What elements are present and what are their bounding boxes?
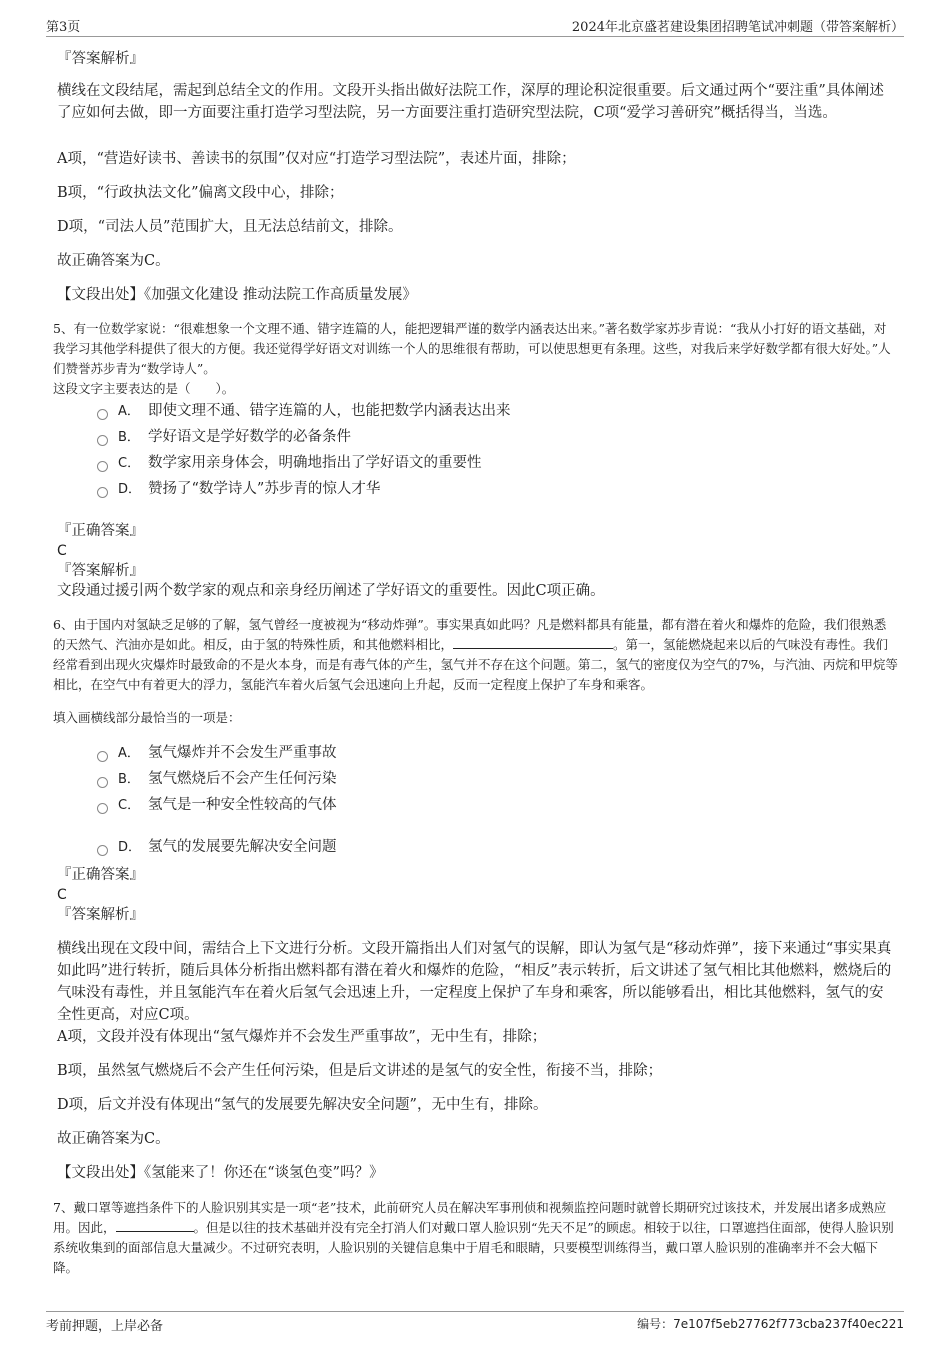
q6-blank: [453, 636, 613, 649]
page-footer: [46, 1311, 904, 1336]
q4-analysis: 横线在文段结尾，需起到总结全文的作用。文段开头指出做好法院工作，深厚的理论积淀很重要。后文通过两个“要注重”具体阐述了应如何去做，即一方面要注重打造学习型法院，另一方面要注重打造研究型法院，C项“爱学习善研究”概括得当，当选。: [57, 83, 884, 121]
q6-option-b-explanation: B项，虽然氢气燃烧后不会产生任何污染，但是后文讲述的是氢气的安全性，衔接不当，排除；: [57, 1063, 663, 1079]
q6-question: 填入画横线部分最恰当的一项是：: [53, 710, 241, 725]
q5-option-a[interactable]: A． 即使文理不通、错字连篇的人，也能把数学内涵表达出来: [97, 400, 511, 423]
q7-stem: 7、戴口罩等遮挡条件下的人脸识别其实是一项“老”技术，此前研究人员在解决军事刑侦和视频监控问题时就曾长期研究过该技术，并发展出诸多成熟应用。因此， 。但是以往的技术基础并没有完全打消人们对戴口罩人脸识别“先天不足”的顾虑。相较于以往，口罩遮挡住面部，使得人脸识别系统收集到的面部信息大量减少。不过研究表明，人脸识别的关键信息集中于眉毛和眼睛，只要模型训练得当，戴口罩人脸识别的准确率并不会大幅下降。: [53, 1200, 894, 1275]
radio-icon[interactable]: [97, 461, 108, 472]
radio-icon[interactable]: [97, 435, 108, 446]
q4-option-a-explanation: A项，“营造好读书、善读书的氛围”仅对应“打造学习型法院”，表述片面，排除；: [57, 151, 576, 167]
radio-icon[interactable]: [97, 487, 108, 498]
q4-option-d-explanation: D项，“司法人员”范围扩大，且无法总结前文，排除。: [57, 219, 403, 235]
radio-icon[interactable]: [97, 803, 108, 814]
q5-option-d[interactable]: D． 赞扬了“数学诗人”苏步青的惊人才华: [97, 478, 380, 501]
radio-icon[interactable]: [97, 845, 108, 856]
q6-option-d-explanation: D项，后文并没有体现出“氢气的发展要先解决安全问题”，无中生有，排除。: [57, 1097, 548, 1113]
radio-icon[interactable]: [97, 777, 108, 788]
q6-option-a-explanation: A项，文段并没有体现出“氢气爆炸并不会发生严重事故”，无中生有，排除；: [57, 1029, 547, 1045]
q4-conclusion: 故正确答案为C。: [57, 253, 170, 269]
q5-option-c[interactable]: C． 数学家用亲身体会，明确地指出了学好语文的重要性: [97, 452, 482, 475]
q5-stem: 5、有一位数学家说：“很难想象一个文理不通、错字连篇的人，能把逻辑严谨的数学内涵表达出来。”著名数学家苏步青说：“我从小打好的语文基础，对我学习其他学科提供了很大的方便。我还觉得学好语文对训练一个人的思维很有帮助，可以使思想更有条理。这些，对我后来学好数学都有很大好处。”人们赞誉苏步青为“数学诗人”。: [53, 321, 891, 376]
radio-icon[interactable]: [97, 409, 108, 420]
q6-option-d[interactable]: D． 氢气的发展要先解决安全问题: [97, 836, 337, 859]
document-code: 编号：7e107f5eb27762f773cba237f40ec221: [637, 1317, 904, 1331]
q5-correct-answer: C: [57, 543, 67, 559]
page-number: 第3页: [46, 20, 81, 35]
q6-source: 【文段出处】《氢能来了！你还在“谈氢色变”吗？》: [57, 1165, 384, 1181]
q4-source: 【文段出处】《加强文化建设 推动法院工作高质量发展》: [57, 287, 417, 303]
page-header: [46, 14, 904, 37]
q4-option-b-explanation: B项，“行政执法文化”偏离文段中心，排除；: [57, 185, 344, 201]
q6-analysis-label: 『答案解析』: [57, 907, 144, 923]
q6-analysis: 横线出现在文段中间，需结合上下文进行分析。文段开篇指出人们对氢气的误解，即认为氢气是“移动炸弹”，接下来通过“事实果真如此吗”进行转折，随后具体分析指出燃料都有潜在着火和爆炸的危险，“相反”表示转折，后文讲述了氢气相比其他燃料，燃烧后的气味没有毒性，并且氢能汽车在着火后氢气会迅速上升，一定程度上保护了车身和乘客，所以能够看出，相比其他燃料，氢气的安全性更高，对应C项。: [57, 941, 892, 1023]
q6-stem: 6、由于国内对氢缺乏足够的了解，氢气曾经一度被视为“移动炸弹”。事实果真如此吗？凡是燃料都具有能量，都有潜在着火和爆炸的危险，我们很熟悉的天然气、汽油亦是如此。相反，由于氢的特殊性质，和其他燃料相比， 。第一，氢能燃烧起来以后的气味没有毒性。我们经常看到出现火灾爆炸时最致命的不是火本身，而是有毒气体的产生，氢气并不存在这个问题。第二，氢气的密度仅为空气的7%，与汽油、丙烷和甲烷等相比，在空气中有着更大的浮力，氢能汽车着火后氢气会迅速向上升起，反而一定程度上保护了车身和乘客。: [53, 617, 898, 692]
q4-analysis-label: 『答案解析』: [57, 51, 144, 67]
q6-conclusion: 故正确答案为C。: [57, 1131, 170, 1147]
radio-icon[interactable]: [97, 751, 108, 762]
q5-correct-label: 『正确答案』: [57, 523, 144, 539]
footer-slogan: 考前押题，上岸必备: [46, 1319, 164, 1334]
q7-blank: [116, 1219, 194, 1232]
q5-option-b[interactable]: B． 学好语文是学好数学的必备条件: [97, 426, 351, 449]
q5-question: 这段文字主要表达的是（ ）。: [53, 381, 235, 396]
q5-analysis: 文段通过援引两个数学家的观点和亲身经历阐述了学好语文的重要性。因此C项正确。: [57, 583, 605, 599]
q6-option-c[interactable]: C． 氢气是一种安全性较高的气体: [97, 794, 337, 817]
q5-analysis-label: 『答案解析』: [57, 563, 144, 579]
q6-option-a[interactable]: A． 氢气爆炸并不会发生严重事故: [97, 742, 337, 765]
q6-correct-label: 『正确答案』: [57, 867, 144, 883]
q6-correct-answer: C: [57, 887, 67, 903]
q6-option-b[interactable]: B． 氢气燃烧后不会产生任何污染: [97, 768, 337, 791]
document-title: 2024年北京盛茗建设集团招聘笔试冲刺题（带答案解析）: [571, 20, 904, 35]
